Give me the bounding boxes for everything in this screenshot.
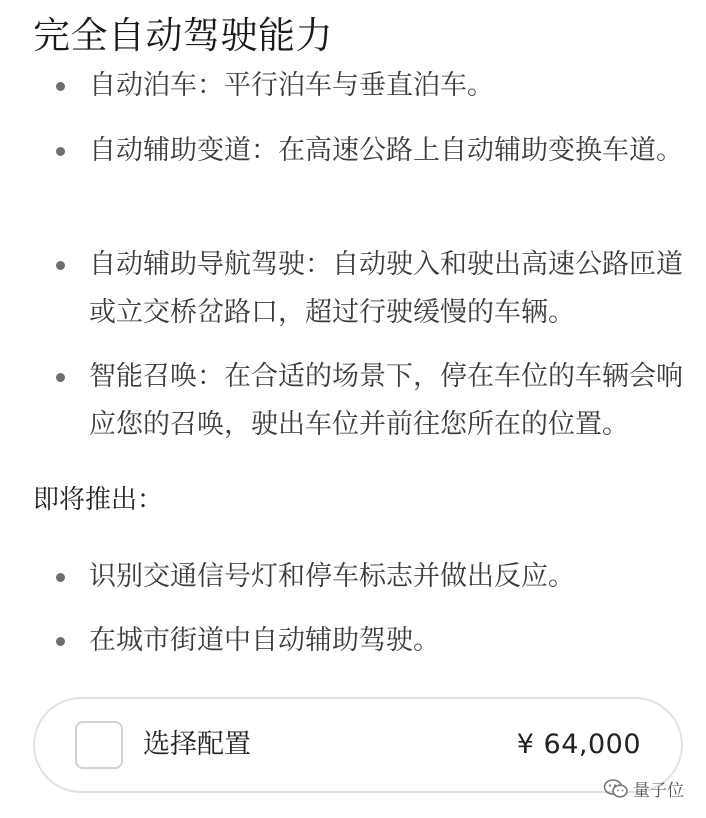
option-checkbox[interactable] (75, 721, 123, 769)
list-item (89, 127, 689, 175)
wechat-icon (603, 778, 629, 800)
list-item-text: 自动辅助变道：在高速公路上自动辅助变换车道。 (89, 135, 683, 166)
list-item-text: 在城市街道中自动辅助驾驶。 (89, 625, 440, 656)
bullet-icon (56, 82, 65, 91)
watermark (603, 776, 684, 801)
list-item (89, 617, 689, 665)
list-item-text: 自动泊车：平行泊车与垂直泊车。 (89, 70, 494, 101)
option-price: ¥ 64,000 (516, 729, 641, 760)
bullet-icon (56, 637, 65, 646)
bullet-icon (56, 373, 65, 382)
upcoming-heading: 即将推出： (33, 485, 164, 515)
bullet-icon (56, 261, 65, 270)
list-item (89, 553, 689, 601)
option-label: 选择配置 (143, 729, 251, 760)
list-item (89, 62, 689, 110)
list-item-text: 智能召唤：在合适的场景下，停在车位的车辆会响应您的召唤，驶出车位并前往您所在的位置。 (89, 361, 683, 440)
bullet-icon (56, 147, 65, 156)
list-item (89, 241, 689, 337)
list-item-text: 自动辅助导航驾驶：自动驶入和驶出高速公路匝道或立交桥岔路口，超过行驶缓慢的车辆。 (89, 249, 683, 328)
list-item-text: 识别交通信号灯和停车标志并做出反应。 (89, 561, 575, 592)
watermark-text: 量子位 (633, 781, 684, 801)
page-title: 完全自动驾驶能力 (33, 14, 333, 57)
list-item (89, 353, 689, 449)
bullet-icon (56, 573, 65, 582)
option-card[interactable] (33, 697, 683, 793)
